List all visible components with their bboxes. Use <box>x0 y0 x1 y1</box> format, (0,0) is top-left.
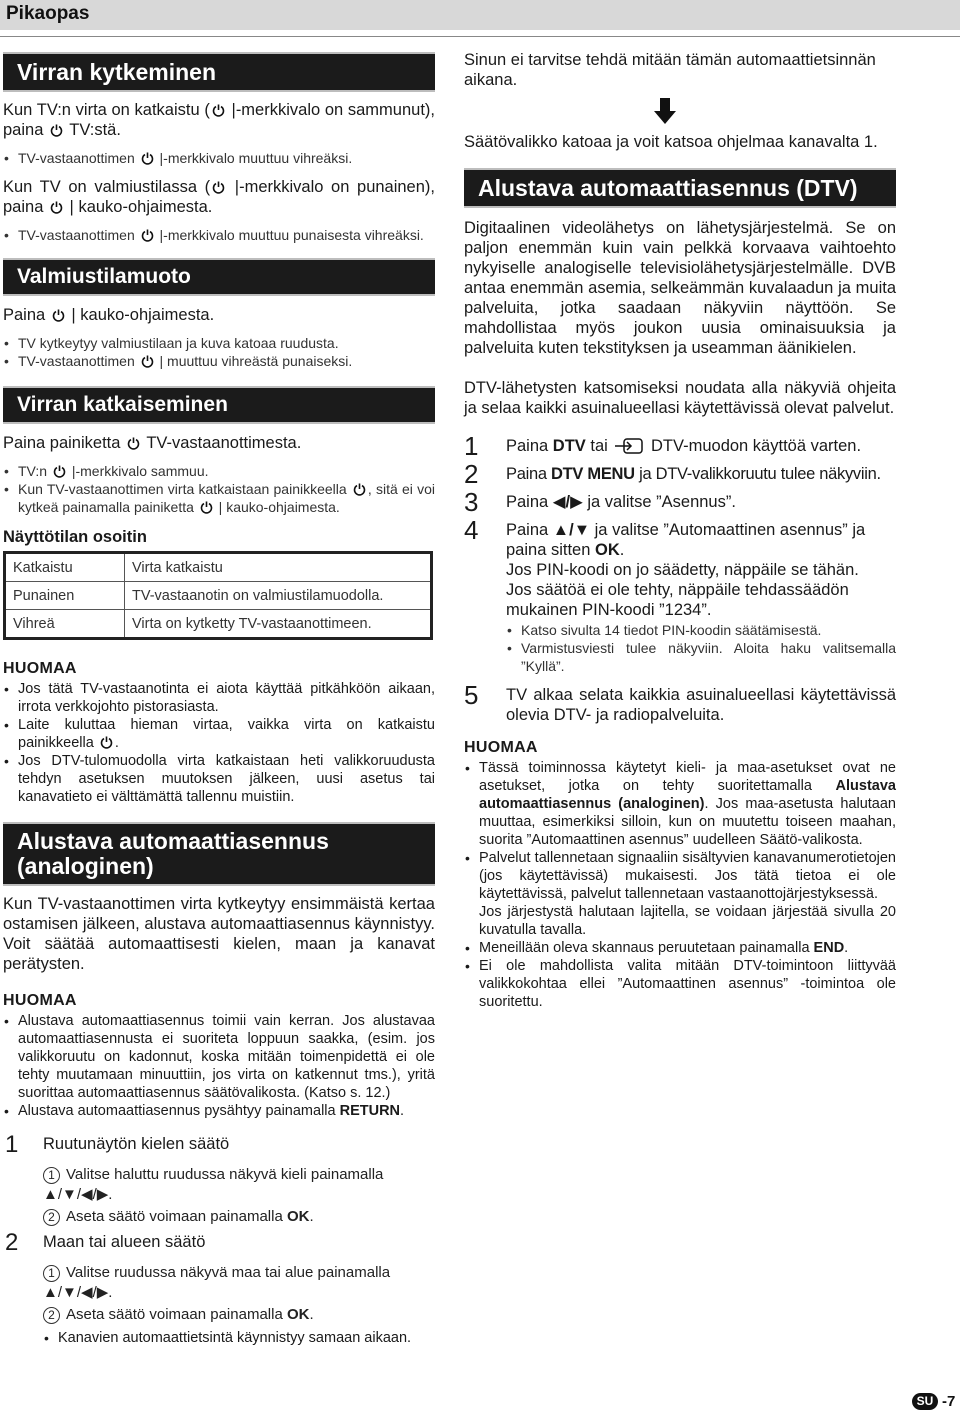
list-item: • Jos DTV-tulomuodolla virta katkaistaan heti valikkoruudusta tehdyn asetuksen muutoksen jälkeen, uusi asetus tai kanavatieto ei välttämättä tallennu muistiin. <box>3 752 435 806</box>
table-cell: Katkaistu <box>5 553 125 582</box>
list-item: • TV kytkeytyy valmiustilaan ja kuva katoaa ruudusta. <box>3 334 435 352</box>
dtv-instructions-text: DTV-lähetysten katsomiseksi noudata alla näkyviä ohjeita ja selaa kaikki asuinalueellasi käytettävissä olevat palvelut. <box>464 379 896 417</box>
table-row <box>5 582 432 610</box>
circled-number: 1 <box>43 1167 60 1184</box>
language-badge: SU <box>912 1393 938 1410</box>
dtv-note-list <box>464 759 896 1011</box>
step-number: 2 <box>5 1229 19 1256</box>
power-icon <box>53 465 66 478</box>
note-heading: HUOMAA <box>464 739 538 756</box>
input-source-icon <box>614 438 644 454</box>
dtv-step-5: 5 TV alkaa selata kaikkia asuinalueellasi käytettävissä olevia DTV- ja radiopalveluita. <box>464 680 896 724</box>
step-2 <box>3 1229 435 1256</box>
arrow-down-icon <box>654 98 676 124</box>
power-off-list <box>3 462 435 516</box>
list-item: • Katso sivulta 14 tiedot PIN-koodin säätämisestä. <box>506 621 896 639</box>
left-column <box>3 52 435 1347</box>
power-icon <box>100 736 113 749</box>
search-text: Sinun ei tarvitse tehdä mitään tämän automaattietsinnän aikana. <box>464 51 876 89</box>
right-column <box>464 50 896 1011</box>
header-rule <box>0 36 960 37</box>
substep: 2 Aseta säätö voimaan painamalla OK. <box>3 1207 435 1227</box>
step-number: 1 <box>5 1131 19 1158</box>
list-item: • Ei ole mahdollista valita mitään DTV-toimintoon liittyvää valikkokohtaa ellei ”Automaattinen asennus” -toimintoa ole suoritettu. <box>464 957 896 1011</box>
note-heading: HUOMAA <box>3 992 77 1009</box>
step-1 <box>3 1131 435 1158</box>
dtv-step-4-list <box>506 621 896 675</box>
power-icon <box>50 124 63 137</box>
dtv-step-3: 3 Paina ◀/▶ ja valitse ”Asennus”. <box>464 487 736 517</box>
section-heading-standby: Valmiustilamuoto <box>3 258 435 296</box>
section-heading-dtv-setup: Alustava automaattiasennus (DTV) <box>464 168 896 208</box>
list-item: • Jos tätä TV-vastaanotinta ei aiota käyttää pitkähköön aikaan, irrota verkkojohto pistorasiasta. <box>3 680 435 716</box>
table-cell: Punainen <box>5 582 125 610</box>
circled-number: 2 <box>43 1307 60 1324</box>
list-item: • Meneillään oleva skannaus peruutetaan painamalla END. <box>464 939 896 957</box>
dtv-step-4: 4 Paina ▲/▼ ja valitse ”Automaattinen asennus” ja paina sitten OK. Jos PIN-koodi on jo säädetty, näppäile se tähän. Jos säätöä ei ole tehty, näppäile tehdassäädön mukainen PIN-koodi ”1234”. • Katso sivulta 14 tiedot PIN-koodin säätämisestä. • Varmistusviesti tulee näkyviin. Aloita haku valitsemalla ”Kyllä”. <box>464 520 896 675</box>
last-list <box>3 1329 435 1347</box>
substep: 1 Valitse ruudussa näkyvä maa tai alue painamalla ▲/▼/◀/▶. <box>43 1264 391 1301</box>
dtv-step-2: 2 Paina DTV MENU ja DTV-valikkoruutu tulee näkyviin. <box>464 459 881 489</box>
list-item: • Varmistusviesti tulee näkyviin. Aloita haku valitsemalla ”Kyllä”. <box>506 639 896 675</box>
step-title: Ruutunäytön kielen säätö <box>43 1135 230 1153</box>
list-item: • TV:n |-merkkivalo sammuu. <box>3 462 435 480</box>
list-item: • Laite kuluttaa hieman virtaa, vaikka virta on katkaistu painikkeella . <box>3 716 435 752</box>
power-icon <box>212 104 225 117</box>
indicator-heading: Näyttötilan osoitin <box>3 528 147 546</box>
power-on-text-2: Kun TV on valmiustilassa ( |-merkkivalo on punainen), paina | kauko-ohjaimesta. <box>3 178 435 216</box>
list-item: • Kanavien automaattietsintä käynnistyy samaan aikaan. <box>43 1329 435 1347</box>
section-heading-analog-setup: Alustava automaattiasennus (analoginen) <box>3 822 435 886</box>
section-heading-power-off: Virran katkaiseminen <box>3 386 435 424</box>
power-icon <box>141 229 154 242</box>
standby-text: Paina | kauko-ohjaimesta. <box>3 306 215 324</box>
page-footer <box>912 1393 955 1411</box>
table-row <box>5 610 432 639</box>
menu-text: Säätövalikko katoaa ja voit katsoa ohjelmaa kanavalta 1. <box>464 133 878 151</box>
list-item: • Alustava automaattiasennus pysähtyy painamalla RETURN. <box>3 1102 435 1120</box>
analog-setup-text: Kun TV-vastaanottimen virta kytkeytyy ensimmäistä kertaa ostamisen jälkeen, alustava automaattiasennus käynnistyy. Voit säätää automaattisesti kielen, maan ja kanavat perätysten. <box>3 895 435 973</box>
power-on-text-1: Kun TV:n virta on katkaistu ( |-merkkivalo on sammunut), paina TV:stä. <box>3 101 435 139</box>
list-item: • Palvelut tallennetaan signaaliin sisältyvien kanavanumerotietojen (jos käytettävissä) mukaisesti. Jos tätä tietoa ei ole käytettävissä, palvelut tallennetaan vastaanottojärjestyksessä. Jos järjestystä halutaan lajitella, se voidaan järjestää sivulla 20 kuvatulla tavalla. <box>464 849 896 939</box>
page-title: Pikaopas <box>6 3 90 24</box>
indicator-table <box>3 551 433 640</box>
page-number: -7 <box>942 1393 956 1410</box>
dtv-intro-text: Digitaalinen videolähetys on lähetysjärjestelmä. Se on paljon enemmän kuin vain pelkkä korvaava vaihtoehto nykyiselle analogiselle televisiolähetysjärjestelmälle. DVB antaa enemmän asemia, selkeämmän kuvalaadun ja muita palveluita, jotka saadaan näkyviin näyttöön. Se mahdollistaa myös joukon uusia ominaisuuksia ja palveluita kuten tekstityksen ja useamman äänikielen. <box>464 219 896 357</box>
power-icon <box>212 181 225 194</box>
substep: 1 Valitse haluttu ruudussa näkyvä kieli painamalla ▲/▼/◀/▶. <box>43 1166 384 1203</box>
standby-list <box>3 334 435 370</box>
power-icon <box>200 501 213 514</box>
power-icon <box>52 309 65 322</box>
power-icon <box>141 355 154 368</box>
list-item: • Tässä toiminnossa käytetyt kieli- ja maa-asetukset ovat ne asetukset, jotka on tehty suoritettamalla Alustava automaattiasennus (analoginen). Jos maa-asetusta halutaan muuttaa, esimerkiksi silloin, kun on muutettu toiseen maahan, suorita ”Automaattinen asennus” uudelleen Säätö-valikosta. <box>464 759 896 849</box>
circled-number: 2 <box>43 1209 60 1226</box>
table-cell: Virta on kytketty TV-vastaanottimeen. <box>125 610 432 639</box>
table-cell: Vihreä <box>5 610 125 639</box>
note-list-1 <box>3 680 435 806</box>
table-row <box>5 553 432 582</box>
step-title: Maan tai alueen säätö <box>43 1233 206 1251</box>
power-icon <box>50 201 63 214</box>
power-icon <box>127 437 140 450</box>
power-on-list-2 <box>3 226 435 244</box>
list-item: • TV-vastaanottimen | muuttuu vihreästä punaiseksi. <box>3 352 435 370</box>
section-heading-power-on: Virran kytkeminen <box>3 52 435 92</box>
list-item: • Alustava automaattiasennus toimii vain kerran. Jos alustavaa automaattiasennusta ei suoriteta loppuun saakka, (esim. jos valikkoruutu on kadonnut, koska mitään toimenpidettä ei ole tehty muutamaan minuuttiin, jos virta on katkennut tms.), yritä suorittaa automaattiasennus säätövalikosta. (Katso s. 12.) <box>3 1012 435 1102</box>
substep: 2 Aseta säätö voimaan painamalla OK. <box>3 1305 435 1325</box>
list-item: • Kun TV-vastaanottimen virta katkaistaan painikkeella , sitä ei voi kytkeä painamalla painiketta | kauko-ohjaimesta. <box>3 480 435 516</box>
note-list-2 <box>3 1012 435 1120</box>
list-item: • TV-vastaanottimen |-merkkivalo muuttuu vihreäksi. <box>3 149 435 167</box>
power-icon <box>353 483 366 496</box>
note-heading: HUOMAA <box>3 660 77 677</box>
circled-number: 1 <box>43 1265 60 1282</box>
power-icon <box>141 152 154 165</box>
table-cell: Virta katkaistu <box>125 553 432 582</box>
power-off-text: Paina painiketta TV-vastaanottimesta. <box>3 434 302 452</box>
list-item: • TV-vastaanottimen |-merkkivalo muuttuu punaisesta vihreäksi. <box>3 226 435 244</box>
dtv-step-1: 1 Paina DTV tai DTV-muodon käyttöä varten. <box>464 431 862 461</box>
page-header <box>0 0 960 30</box>
power-on-list-1 <box>3 149 435 167</box>
table-cell: TV-vastaanotin on valmiustilamuodolla. <box>125 582 432 610</box>
